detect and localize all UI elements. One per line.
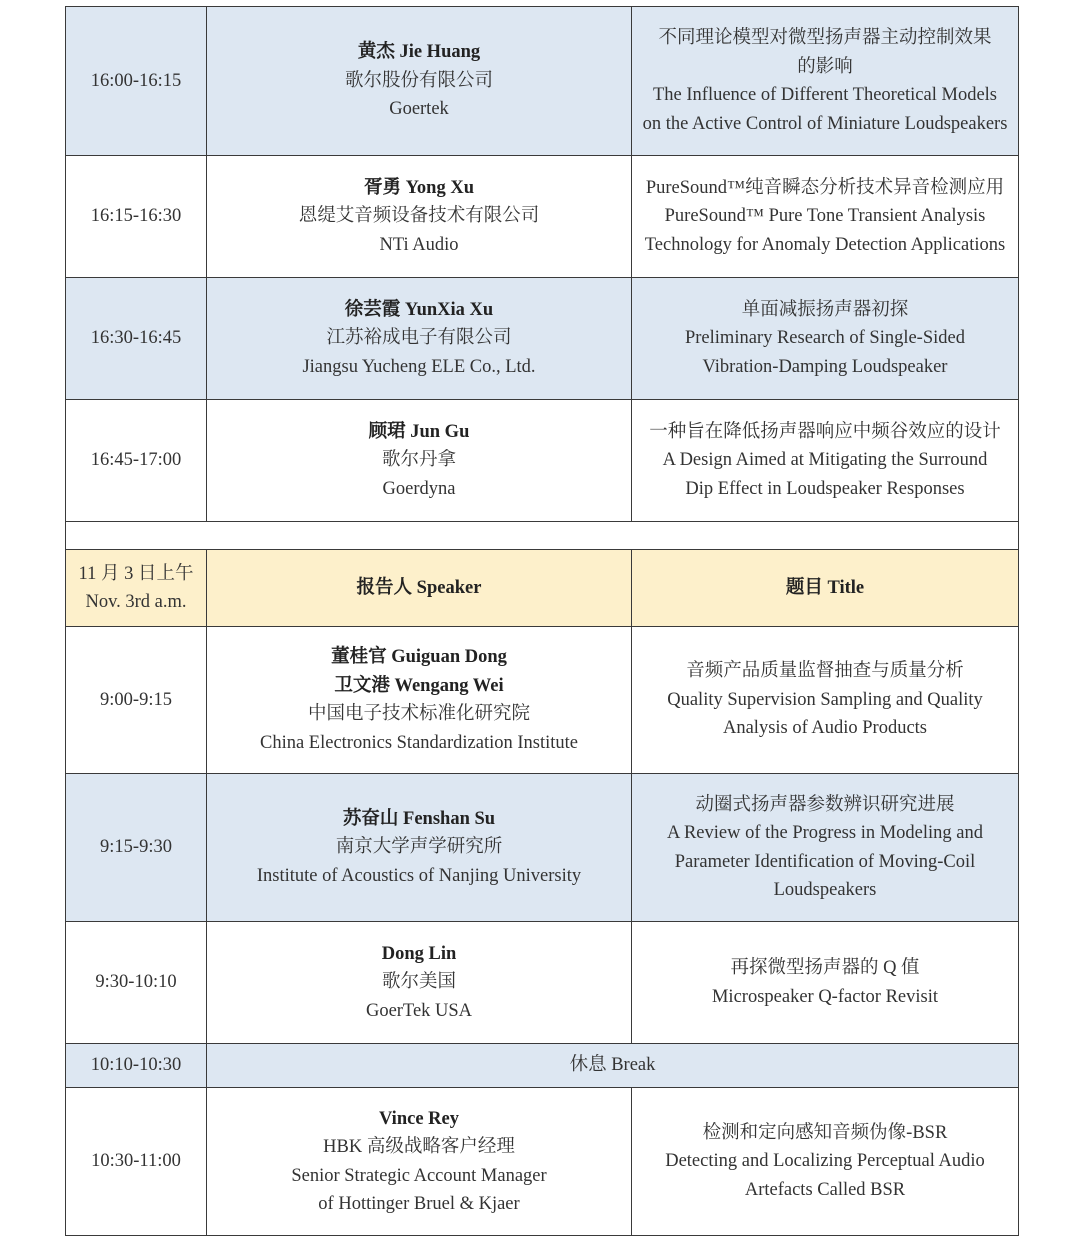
speaker-org-en: Senior Strategic Account Manager [291,1165,547,1186]
title-header: 题目 Title [632,550,1019,627]
title-line: Microspeaker Q-factor Revisit [711,986,939,1007]
speaker-org-cn: 中国电子技术标准化研究院 [307,704,530,724]
speaker-name: 董桂官 Guiguan Dong [331,647,507,667]
title-line: 不同理论模型对微型扬声器主动控制效果 [658,28,992,48]
break-row [66,1044,1019,1088]
speaker-cell [207,278,632,400]
table-row [66,278,1019,400]
spacer-row [66,522,1019,550]
speaker-name: 徐芸霞 YunXia Xu [344,299,494,320]
speaker-org-en: Institute of Acoustics of Nanjing University [256,865,582,886]
title-cell [632,7,1019,156]
title-line: 再探微型扬声器的 Q 值 [730,958,920,978]
speaker-org-en: Goerdyna [382,478,456,499]
title-line: A Design Aimed at Mitigating the Surround [662,450,988,471]
date-cn: 11 月 3 日上午 [78,563,194,584]
table-row [66,7,1019,156]
title-cell [632,922,1019,1044]
date-header [66,550,207,627]
title-line: Dip Effect in Loudspeaker Responses [685,478,965,499]
time-cell: 16:30-16:45 [66,278,207,400]
title-line: 一种旨在降低扬声器响应中频谷效应的设计 [649,421,1001,442]
speaker-cell [207,1088,632,1236]
title-line: Artefacts Called BSR [744,1179,906,1200]
header-row [66,550,1019,627]
speaker-name-2: 卫文港 Wengang Wei [334,675,504,696]
speaker-cell [207,774,632,922]
title-line: 的影响 [797,56,853,77]
title-line: PureSound™ Pure Tone Transient Analysis [664,206,986,227]
date-en: Nov. 3rd a.m. [85,592,187,612]
speaker-header: 报告人 Speaker [207,550,632,627]
title-line: Loudspeakers [773,880,877,900]
speaker-cell [207,627,632,774]
title-line: Detecting and Localizing Perceptual Audio [665,1151,985,1172]
table-row [66,156,1019,278]
speaker-org-en-2: of Hottinger Bruel & Kjaer [318,1194,520,1214]
table-row [66,627,1019,774]
title-line: Parameter Identification of Moving-Coil [674,851,976,872]
title-line: Quality Supervision Sampling and Quality [667,689,983,710]
speaker-cell [207,156,632,278]
title-line: A Review of the Progress in Modeling and [667,823,983,843]
time-cell: 16:00-16:15 [66,7,207,156]
table-row [66,400,1019,522]
title-line: PureSound™纯音瞬态分析技术异音检测应用 [645,177,1005,198]
table-row [66,922,1019,1044]
speaker-org-en: Jiangsu Yucheng ELE Co., Ltd. [302,356,536,377]
title-cell [632,1088,1019,1236]
speaker-org-cn: 江苏裕成电子有限公司 [326,328,512,349]
title-line: Analysis of Audio Products [722,718,927,739]
time-cell: 9:00-9:15 [66,627,207,774]
time-cell: 16:45-17:00 [66,400,207,522]
title-cell [632,156,1019,278]
title-line: 单面减振扬声器初探 [741,299,909,320]
title-cell [632,774,1019,922]
speaker-org-en: China Electronics Standardization Institute [259,732,578,753]
title-line: Preliminary Research of Single-Sided [684,328,965,349]
speaker-org-cn: HBK 高级战略客户经理 [323,1137,515,1157]
title-line: 音频产品质量监督抽查与质量分析 [686,661,964,682]
speaker-org-cn: 歌尔股份有限公司 [344,70,493,91]
title-line: 动圈式扬声器参数辨识研究进展 [695,794,955,815]
break-label: 休息 Break [207,1044,1019,1088]
speaker-name: Dong Lin [381,943,457,964]
spacer-cell [66,522,1019,550]
speaker-org-en: NTi Audio [379,234,459,255]
speaker-name: 苏奋山 Fenshan Su [342,808,496,829]
speaker-org-cn: 歌尔丹拿 [381,450,456,471]
speaker-org-cn: 南京大学声学研究所 [335,837,503,858]
speaker-name: 胥勇 Yong Xu [364,177,474,198]
speaker-cell [207,400,632,522]
speaker-cell [207,7,632,156]
speaker-org-en: Goertek [389,99,449,120]
speaker-cell [207,922,632,1044]
title-line: The Influence of Different Theoretical Models [653,85,997,105]
speaker-org-cn: 歌尔美国 [381,972,456,993]
title-line: on the Active Control of Miniature Loudspeakers [642,113,1008,134]
schedule-table [65,6,1019,1236]
title-cell [632,278,1019,400]
speaker-org-en: GoerTek USA [365,1000,473,1021]
speaker-name: 黄杰 Jie Huang [357,42,481,63]
time-cell: 9:30-10:10 [66,922,207,1044]
time-cell: 10:30-11:00 [66,1088,207,1236]
title-line: Vibration-Damping Loudspeaker [702,356,948,377]
title-cell [632,400,1019,522]
time-cell: 10:10-10:30 [66,1044,207,1088]
title-cell [632,627,1019,774]
time-cell: 9:15-9:30 [66,774,207,922]
title-line: 检测和定向感知音频伪像-BSR [702,1122,948,1143]
time-cell: 16:15-16:30 [66,156,207,278]
speaker-name: 顾珺 Jun Gu [368,421,470,442]
table-row [66,774,1019,922]
speaker-org-cn: 恩缇艾音频设备技术有限公司 [298,206,540,227]
table-row [66,1088,1019,1236]
title-line: Technology for Anomaly Detection Applications [644,234,1006,255]
speaker-name: Vince Rey [379,1108,459,1129]
